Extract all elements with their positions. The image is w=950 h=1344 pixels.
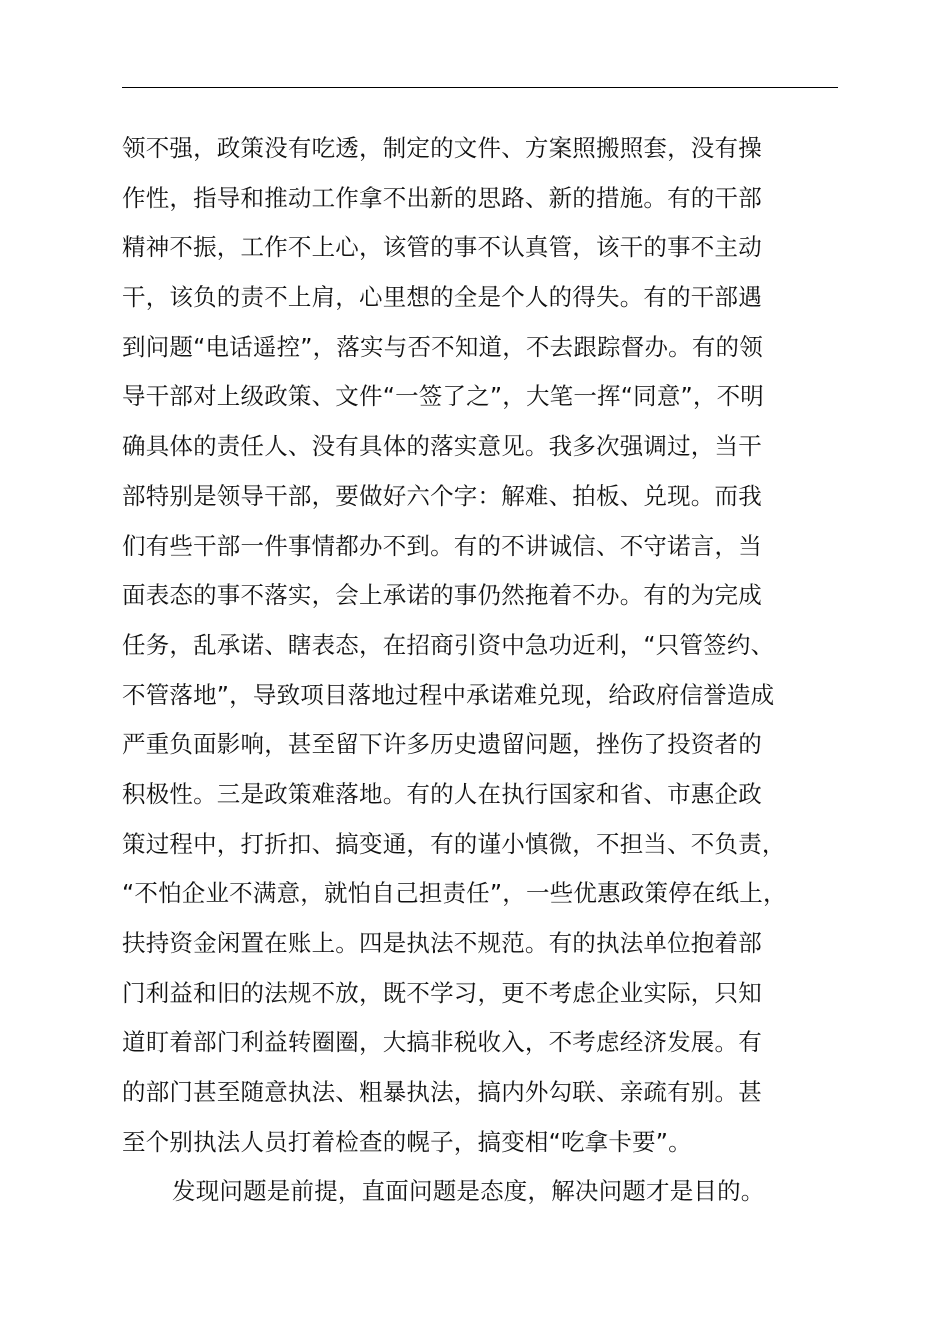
text-line: “不怕企业不满意，就怕自己担责任”，一些优惠政策停在纸上， xyxy=(122,879,787,908)
text-line: 严重负面影响，甚至留下许多历史遗留问题，挫伤了投资者的 xyxy=(122,730,762,759)
paragraph-2: 发现问题是前提，直面问题是态度，解决问题才是目的。 xyxy=(172,1177,765,1206)
text-line: 至个别执法人员打着检查的幌子，搞变相“吃拿卡要”。 xyxy=(122,1127,692,1156)
text-line: 面表态的事不落实，会上承诺的事仍然拖着不办。有的为完成 xyxy=(122,581,762,610)
text-line: 精神不振，工作不上心，该管的事不认真管，该干的事不主动 xyxy=(122,233,762,262)
text-line: 领不强，政策没有吃透，制定的文件、方案照搬照套，没有操 xyxy=(122,134,762,162)
text-line: 扶持资金闲置在账上。四是执法不规范。有的执法单位抱着部 xyxy=(122,929,762,957)
body-text xyxy=(122,124,882,1217)
text-line: 积极性。三是政策难落地。有的人在执行国家和省、市惠企政 xyxy=(122,779,762,808)
text-line: 作性，指导和推动工作拿不出新的思路、新的措施。有的干部 xyxy=(122,183,762,212)
text-line: 到问题“电话遥控”，落实与否不知道，不去跟踪督办。有的领 xyxy=(122,332,763,361)
header-rule xyxy=(122,87,838,88)
text-line: 的部门甚至随意执法、粗暴执法，搞内外勾联、亲疏有别。甚 xyxy=(122,1078,762,1107)
text-line: 不管落地”，导致项目落地过程中承诺难兑现，给政府信誉造成 xyxy=(122,680,775,709)
text-line: 导干部对上级政策、文件“一签了之”，大笔一挥“同意”，不明 xyxy=(122,382,764,411)
text-line: 任务，乱承诺、瞎表态，在招商引资中急功近利，“只管签约、 xyxy=(122,630,775,659)
text-line: 们有些干部一件事情都办不到。有的不讲诚信、不守诺言，当 xyxy=(122,531,762,560)
text-line: 干，该负的责不上肩，心里想的全是个人的得失。有的干部遇 xyxy=(122,283,762,312)
text-line: 部特别是领导干部，要做好六个字：解难、拍板、兑现。而我 xyxy=(122,481,762,510)
text-line: 道盯着部门利益转圈圈，大搞非税收入，不考虑经济发展。有 xyxy=(122,1028,762,1057)
text-line: 确具体的责任人、没有具体的落实意见。我多次强调过，当干 xyxy=(122,432,762,461)
text-line: 策过程中，打折扣、搞变通，有的谨小慎微，不担当、不负责， xyxy=(122,829,786,858)
text-line: 门利益和旧的法规不放，既不学习，更不考虑企业实际，只知 xyxy=(122,978,762,1007)
